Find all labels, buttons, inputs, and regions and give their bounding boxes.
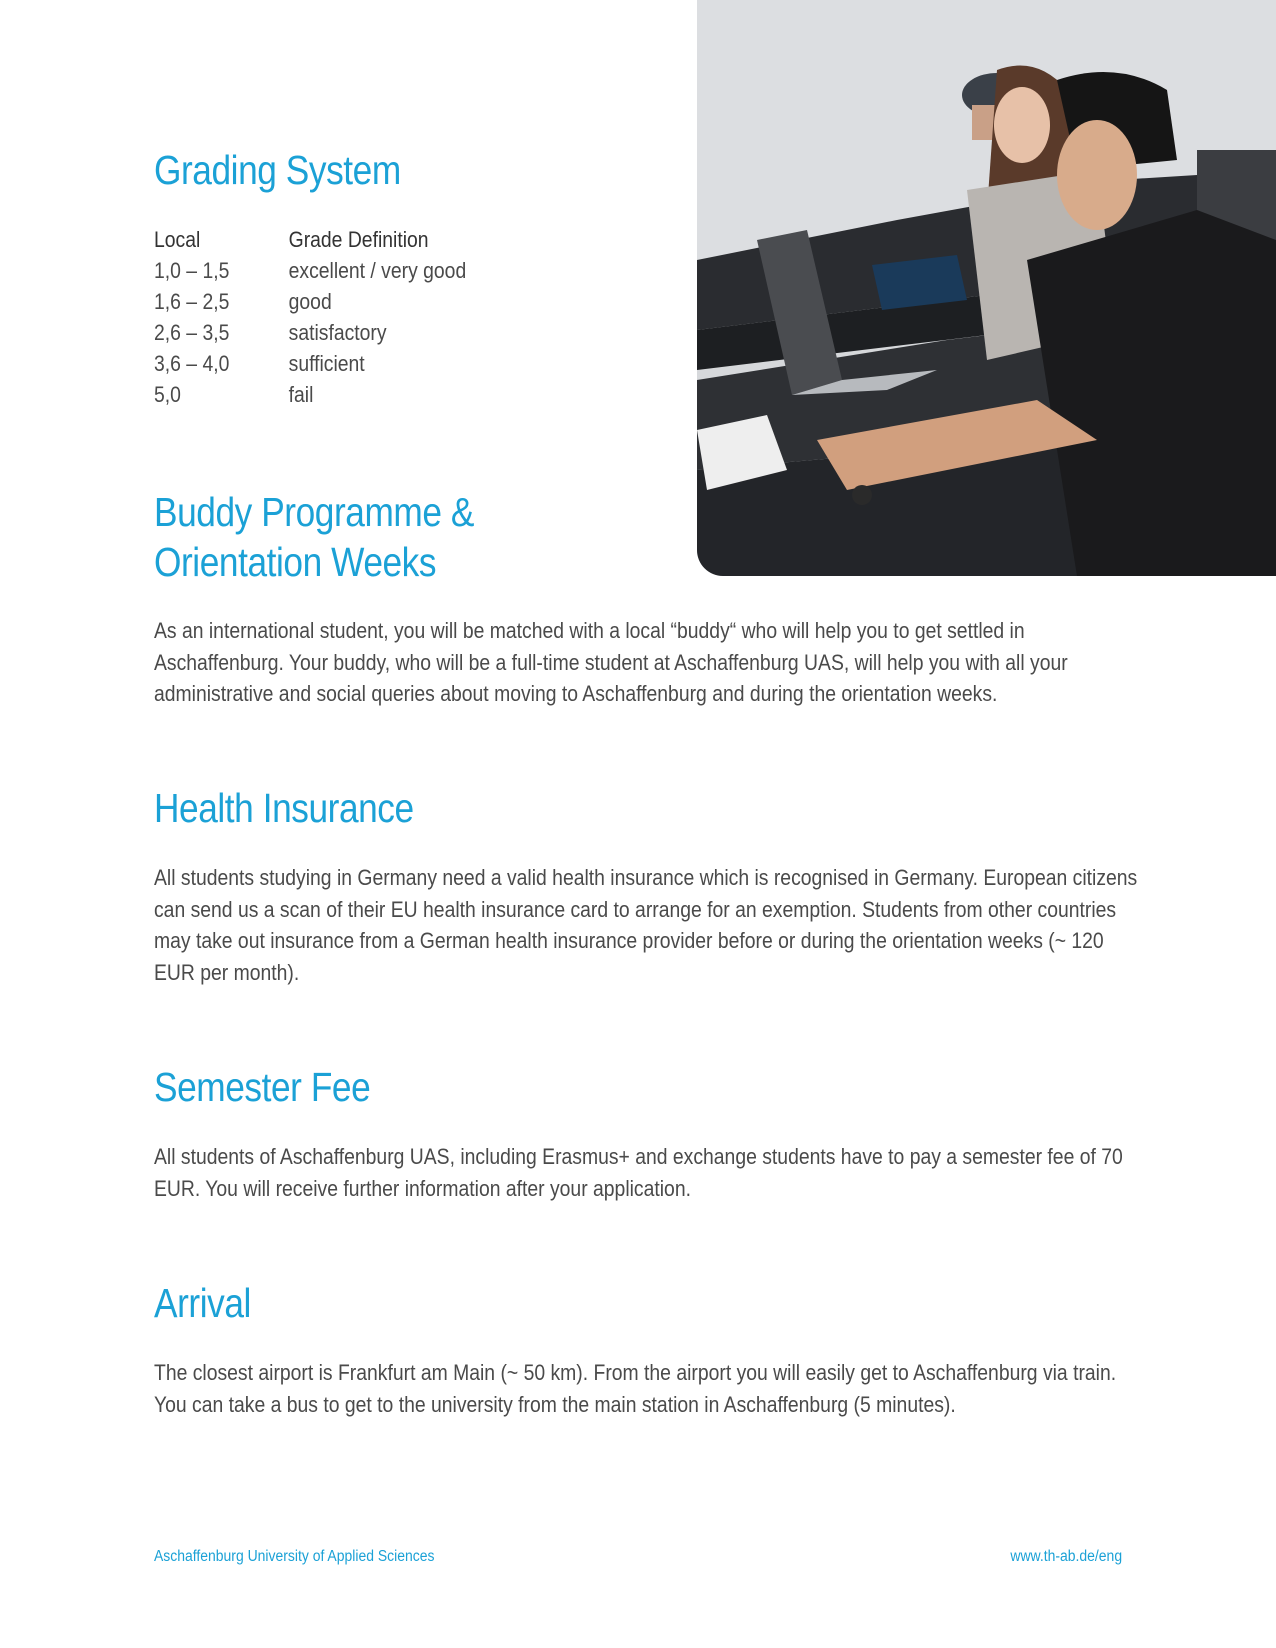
grade-range: 2,6 – 3,5 [154, 319, 230, 345]
health-paragraph: All students studying in Germany need a valid health insurance which is recognised in Germany. European citizens can send us a scan of their EU health insurance card to arrange for an exemption. Students from other countries may take out insurance from a German health insurance provider before or during the orientation weeks (~ 120 EUR per month). [154, 865, 1138, 985]
arrival-heading: Arrival [154, 1280, 251, 1326]
buddy-heading-line1: Buddy Programme & [154, 489, 474, 535]
grading-table [154, 224, 466, 410]
grade-definition: sufficient [288, 350, 365, 376]
students-photo [697, 0, 1276, 576]
arrival-paragraph: The closest airport is Frankfurt am Main (~ 50 km). From the airport you will easily get to Aschaffenburg via train. You can take a bus to get to the university from the main station in Aschaffenburg (5 minutes). [154, 1360, 1117, 1417]
grade-range: 3,6 – 4,0 [154, 350, 230, 376]
table-row [154, 317, 466, 348]
buddy-heading-line2: Orientation Weeks [154, 539, 437, 585]
footer-university-name: Aschaffenburg University of Applied Sciences [154, 1548, 435, 1565]
grading-heading: Grading System [154, 147, 401, 193]
grade-definition: good [288, 288, 332, 314]
column-header-grade-definition: Grade Definition [288, 226, 429, 252]
grade-range: 1,6 – 2,5 [154, 288, 230, 314]
fee-paragraph: All students of Aschaffenburg UAS, including Erasmus+ and exchange students have to pay a semester fee of 70 EUR. You will receive further information after your application. [154, 1144, 1123, 1201]
table-row [154, 286, 466, 317]
grade-range: 5,0 [154, 381, 181, 407]
grade-definition: satisfactory [288, 319, 387, 345]
grade-definition: fail [288, 381, 314, 407]
table-row [154, 255, 466, 286]
health-heading: Health Insurance [154, 785, 414, 831]
table-row [154, 379, 466, 410]
column-header-local: Local [154, 226, 201, 252]
buddy-paragraph: As an international student, you will be matched with a local “buddy“ who will help you to get settled in Aschaffenburg. Your buddy, who will be a full-time student at Aschaffenburg UAS, will help you with all your administrative and social queries about moving to Aschaffenburg and during the orientation weeks. [154, 618, 1068, 706]
buddy-heading [154, 487, 474, 587]
fee-heading: Semester Fee [154, 1064, 371, 1110]
grade-definition: excellent / very good [288, 257, 467, 283]
grading-table-header [154, 224, 466, 255]
table-row [154, 348, 466, 379]
footer-website-link[interactable]: www.th-ab.de/eng [1010, 1548, 1122, 1565]
grade-range: 1,0 – 1,5 [154, 257, 230, 283]
